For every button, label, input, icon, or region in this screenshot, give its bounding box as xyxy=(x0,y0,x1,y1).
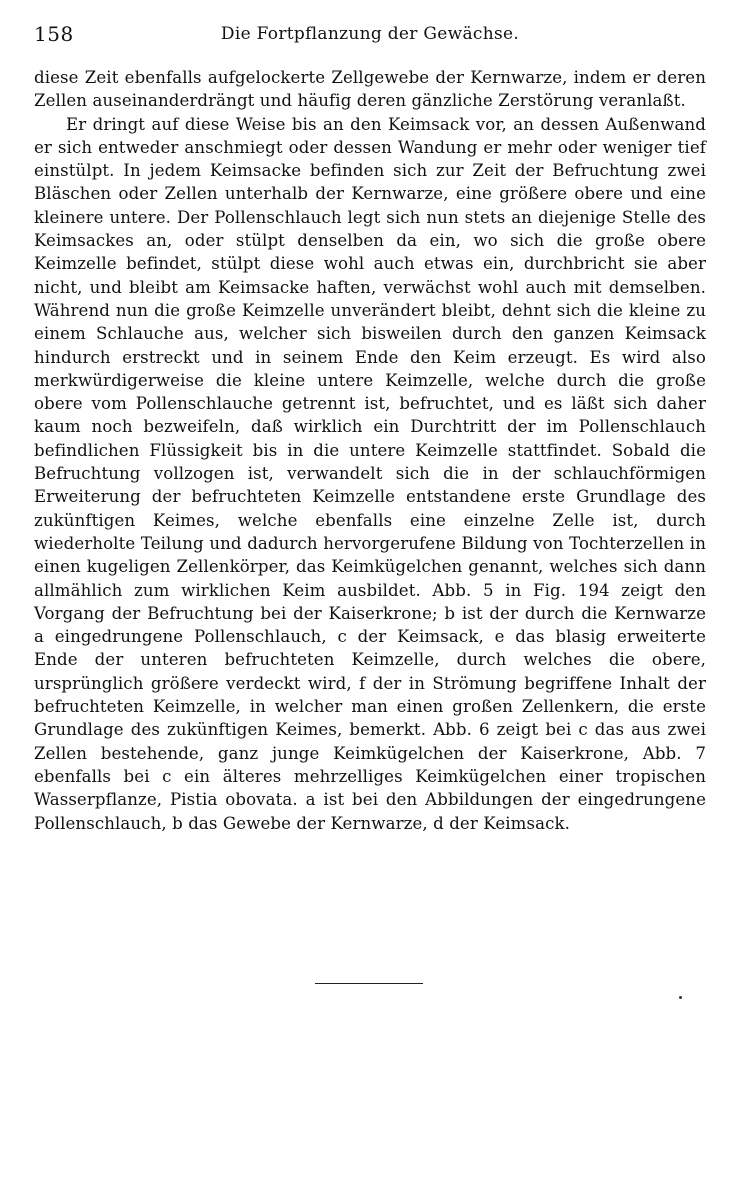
page-header xyxy=(34,22,706,54)
running-title: Die Fortpflanzung der Gewächse. xyxy=(220,24,520,44)
paragraph-fertilization: Er dringt auf diese Weise bis an den Keimsack vor, an dessen Außenwand er sich entweder anschmiegt oder dessen Wandung er mehr oder weniger tief einstülpt. In jedem Keimsacke befinden sich zur Zeit der Befruchtung zwei Bläschen oder Zellen unterhalb der Kernwarze, eine größere obere und eine kleinere untere. Der Pollenschlauch legt sich nun stets an diejenige Stelle des Keimsackes an, oder stülpt denselben da ein, wo sich die große obere Keimzelle befindet, stülpt diese wohl auch etwas ein, durchbricht sie aber nicht, und bleibt am Keimsacke haften, verwächst wohl auch mit demselben. Während nun die große Keimzelle unverändert bleibt, dehnt sich die kleine zu einem Schlauche aus, welcher sich bisweilen durch den ganzen Keimsack hindurch erstreckt und in seinem Ende den Keim erzeugt. Es wird also merkwürdigerweise die kleine untere Keimzelle, welche durch die große obere vom Pollenschlauche getrennt ist, befruchtet, und es läßt sich daher kaum noch bezweifeln, daß wirklich ein Durchtritt der im Pollenschlauch befindlichen Flüssigkeit bis in die untere Keimzelle stattfindet. Sobald die Befruchtung vollzogen ist, verwandelt sich die in der schlauchförmigen Erweiterung der befruchteten Keimzelle entstandene erste Grundlage des zukünftigen Keimes, welche ebenfalls eine einzelne Zelle ist, durch wiederholte Teilung und dadurch hervorgerufene Bildung von Tochterzellen in einen kugeligen Zellenkörper, das Keimkügelchen genannt, welches sich dann allmählich zum wirklichen Keim ausbildet. Abb. 5 in Fig. 194 zeigt den Vorgang der Befruchtung bei der Kaiserkrone; b ist der durch die Kernwarze a eingedrungene Pollenschlauch, c der Keimsack, e das blasig erweiterte Ende der unteren befruchteten Keimzelle, durch welches die obere, ursprünglich größere verdeckt wird, f der in Strömung begriffene Inhalt der befruchteten Keimzelle, in welcher man einen großen Zellenkern, die erste Grundlage des zukünftigen Keimes, bemerkt. Abb. 6 zeigt bei c das aus zwei Zellen bestehende, ganz junge Keimkügelchen der Kaiserkrone, Abb. 7 ebenfalls bei c ein älteres mehrzelliges Keimkügelchen einer tropischen Wasserpflanze, Pistia obovata. a ist bei den Abbildungen der eingedrungene Pollenschlauch, b das Gewebe der Kernwarze, d der Keimsack. xyxy=(34,114,706,833)
paragraph-continued: diese Zeit ebenfalls aufgelockerte Zellgewebe der Kernwarze, indem er deren Zellen auseinanderdrängt und häufig deren gänzliche Zerstörung veranlaßt. xyxy=(34,68,706,111)
book-page xyxy=(34,22,706,835)
page-number: 158 xyxy=(34,22,74,46)
body-text xyxy=(34,66,706,835)
section-end-rule xyxy=(315,983,423,984)
print-speck xyxy=(679,996,682,999)
